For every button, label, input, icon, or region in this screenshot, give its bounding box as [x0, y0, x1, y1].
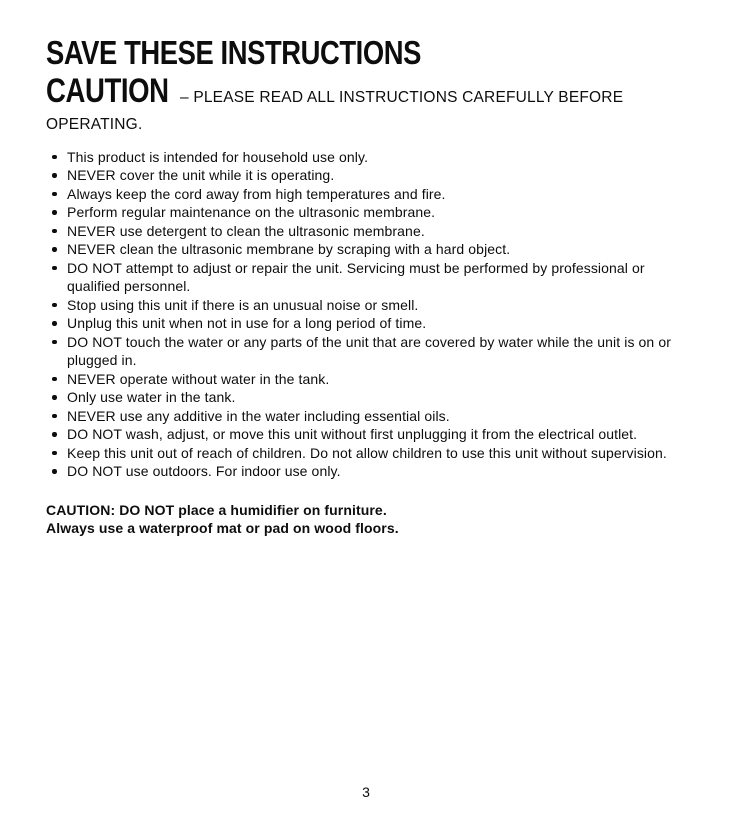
caution-heading-row — [46, 74, 686, 115]
caution-subtitle-line2: OPERATING. — [46, 116, 143, 133]
caution-note — [46, 501, 686, 538]
caution-heading-wrap — [46, 74, 171, 115]
safety-instruction-item: Only use water in the tank. — [46, 388, 686, 407]
safety-instruction-item: NEVER cover the unit while it is operating. — [46, 166, 686, 185]
safety-instruction-item: Stop using this unit if there is an unusual noise or smell. — [46, 296, 686, 315]
safety-instruction-item: Always keep the cord away from high temperatures and fire. — [46, 185, 686, 204]
safety-instruction-item: DO NOT touch the water or any parts of the unit that are covered by water while the unit is on or plugged in. — [46, 333, 686, 370]
caution-note-line1: CAUTION: DO NOT place a humidifier on furniture. — [46, 501, 387, 518]
caution-note-line2: Always use a waterproof mat or pad on wood floors. — [46, 520, 399, 536]
safety-instruction-item: Unplug this unit when not in use for a long period of time. — [46, 314, 686, 333]
safety-instructions-list — [46, 148, 686, 481]
caution-subtitle: – PLEASE READ ALL INSTRUCTIONS CAREFULLY BEFORE — [180, 89, 624, 106]
caution-heading: CAUTION — [46, 72, 169, 110]
safety-instruction-item: NEVER use detergent to clean the ultrasonic membrane. — [46, 222, 686, 241]
safety-instruction-item: Perform regular maintenance on the ultrasonic membrane. — [46, 203, 686, 222]
safety-instruction-item: NEVER operate without water in the tank. — [46, 370, 686, 389]
safety-instruction-item: This product is intended for household use only. — [46, 148, 686, 167]
safety-instruction-item: Keep this unit out of reach of children. Do not allow children to use this unit without supervision. — [46, 444, 686, 463]
safety-instruction-item: NEVER clean the ultrasonic membrane by scraping with a hard object. — [46, 240, 686, 259]
safety-instruction-item: DO NOT wash, adjust, or move this unit without first unplugging it from the electrical outlet. — [46, 425, 686, 444]
safety-instruction-item: NEVER use any additive in the water including essential oils. — [46, 407, 686, 426]
page-title: SAVE THESE INSTRUCTIONS — [46, 34, 421, 71]
safety-instruction-item: DO NOT use outdoors. For indoor use only. — [46, 462, 686, 481]
page-number: 3 — [362, 784, 370, 800]
safety-instruction-item: DO NOT attempt to adjust or repair the unit. Servicing must be performed by professional or qualified personnel. — [46, 259, 686, 296]
